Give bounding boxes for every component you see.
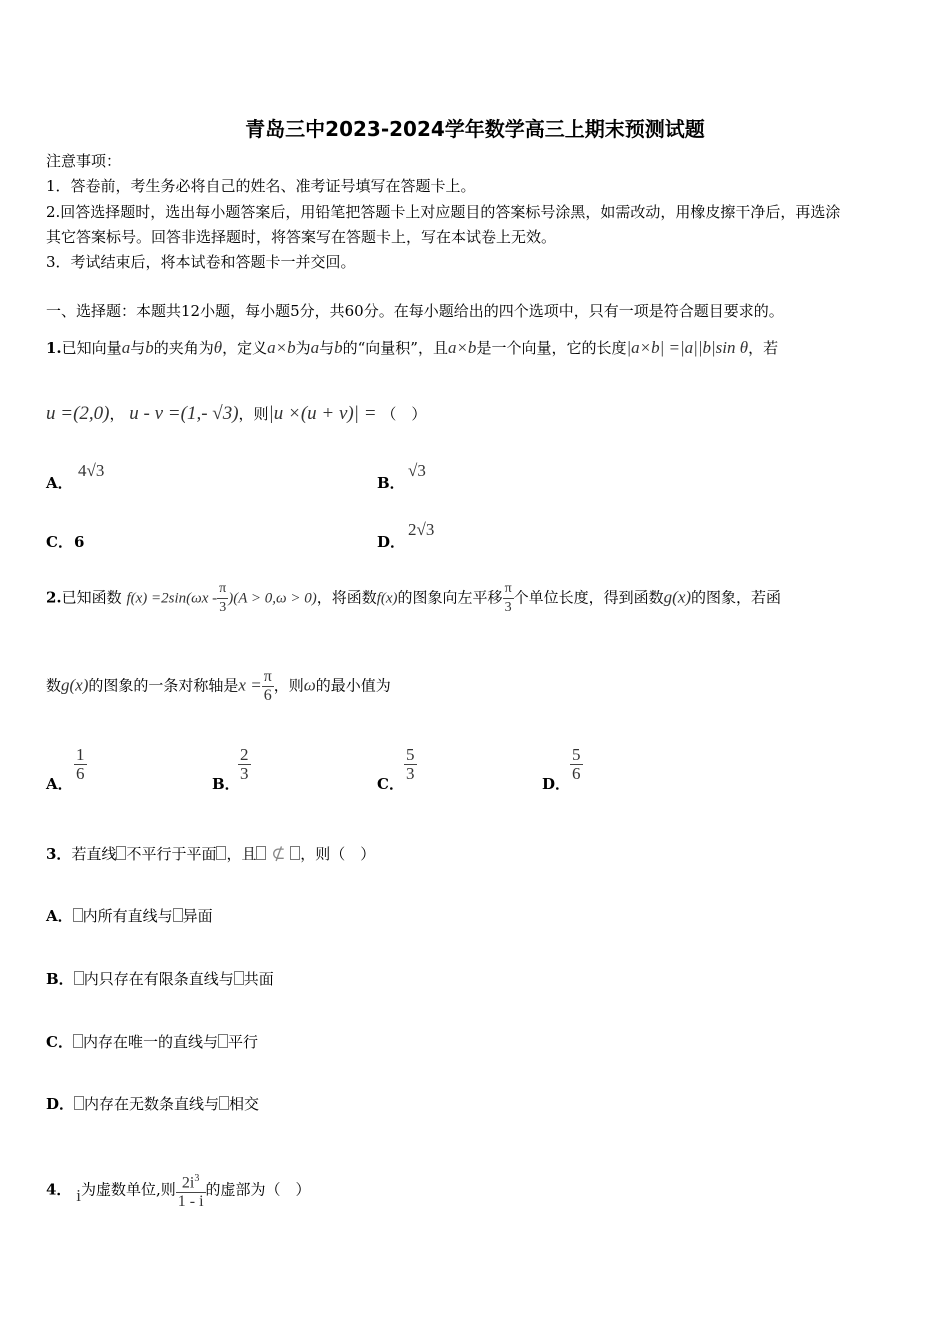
- missing-glyph-icon: [74, 1096, 84, 1110]
- option-value: 2√3: [408, 520, 435, 539]
- missing-glyph-icon: [73, 908, 83, 922]
- question-3-option: C． 内存在唯一的直线与 平行: [46, 1033, 258, 1051]
- missing-glyph-icon: [74, 971, 84, 985]
- notice-item: 2.回答选择题时，选出每小题答案后，用铅笔把答题卡上对应题目的答案标号涂黑，如需改动，用橡皮擦干净后，再选涂: [46, 203, 841, 221]
- missing-glyph-icon: [216, 846, 226, 860]
- complex-fraction: $\frac{2i^3}{1 - i}$: [176, 1170, 206, 1211]
- question-number: 2.: [46, 588, 62, 607]
- question-4-stem: 4． i为虚数单位,则 $\frac{2i^3}{1 - i}$ 的虚部为（ ）: [46, 1170, 311, 1211]
- missing-glyph-icon: [219, 1096, 229, 1110]
- question-2-line-2: 数g(x)的图象的一条对称轴是x = $\frac{\pi}{6}$ ，则ω的最小值为: [46, 668, 391, 704]
- missing-glyph-icon: [73, 1034, 83, 1048]
- missing-glyph-icon: [218, 1034, 228, 1048]
- vector-product-length-formula: |a×b| =|a||b|sin θ: [626, 338, 749, 357]
- missing-glyph-icon: [116, 846, 126, 860]
- question-2-line-1: 2.已知函数 f(x) =2sin(ωx - $\frac{\pi}{3}$ )(A > 0,ω > 0)，将函数f(x)的图象向左平移 $\frac{\pi}{3}$ 个单位长度，得到函数g(x)的图象，若函: [46, 581, 782, 615]
- option-value: 6: [74, 533, 85, 551]
- notice-item: 1．答卷前，考生务必将自己的姓名、准考证号填写在答题卡上。: [46, 177, 476, 195]
- option-label: D．: [542, 775, 571, 793]
- option-value: 4√3: [78, 461, 105, 480]
- option-fraction: $\frac{5}{3}$: [406, 745, 415, 783]
- question-1-line-1: 1.已知向量a与b的夹角为θ，定义a×b为a与b的“向量积”，且a×b是一个向量，它的长度|a×b| =|a||b|sin θ，若: [46, 338, 779, 357]
- option-value: √3: [408, 461, 426, 480]
- notice-item: 3．考试结束后，将本试卷和答题卡一并交回。: [46, 253, 356, 271]
- question-3-option: A． 内所有直线与 异面: [46, 907, 213, 925]
- option-label: C．: [46, 533, 73, 551]
- question-number: 1.: [46, 339, 62, 357]
- question-3-stem: 3．若直线 不平行于平面 ，且 ⊄ ，则（ ）: [46, 844, 376, 863]
- option-label: B．: [377, 474, 405, 492]
- page-title: 青岛三中2023-2024学年数学高三上期末预测试题: [245, 117, 705, 141]
- notice-item: 其它答案标号。回答非选择题时，将答案写在答题卡上，写在本试卷上无效。: [46, 228, 557, 246]
- missing-glyph-icon: [290, 846, 300, 860]
- option-label: C．: [377, 775, 404, 793]
- option-label: A．: [46, 474, 73, 492]
- notice-heading: 注意事项：: [46, 152, 122, 170]
- option-fraction: $\frac{5}{6}$: [572, 745, 581, 783]
- question-3-option: B． 内只存在有限条直线与 共面: [46, 970, 274, 988]
- question-number: 3．: [46, 845, 72, 863]
- option-label: D．: [377, 533, 406, 551]
- option-fraction: $\frac{1}{6}$: [76, 745, 85, 783]
- option-label: B．: [212, 775, 240, 793]
- missing-glyph-icon: [234, 971, 244, 985]
- question-1-line-2: u =(2,0)， u - v =(1,- √3)，则|u ×(u + v)| = （ ）: [46, 403, 427, 424]
- missing-glyph-icon: [256, 846, 266, 860]
- question-3-option: D． 内存在无数条直线与 相交: [46, 1095, 260, 1113]
- option-label: A．: [46, 775, 73, 793]
- not-subset-symbol: ⊄: [271, 844, 286, 863]
- question-number: 4．: [46, 1180, 72, 1199]
- missing-glyph-icon: [173, 908, 183, 922]
- section-heading: 一、选择题：本题共12小题，每小题5分，共60分。在每小题给出的四个选项中，只有一项是符合题目要求的。: [46, 302, 784, 320]
- option-fraction: $\frac{2}{3}$: [240, 745, 249, 783]
